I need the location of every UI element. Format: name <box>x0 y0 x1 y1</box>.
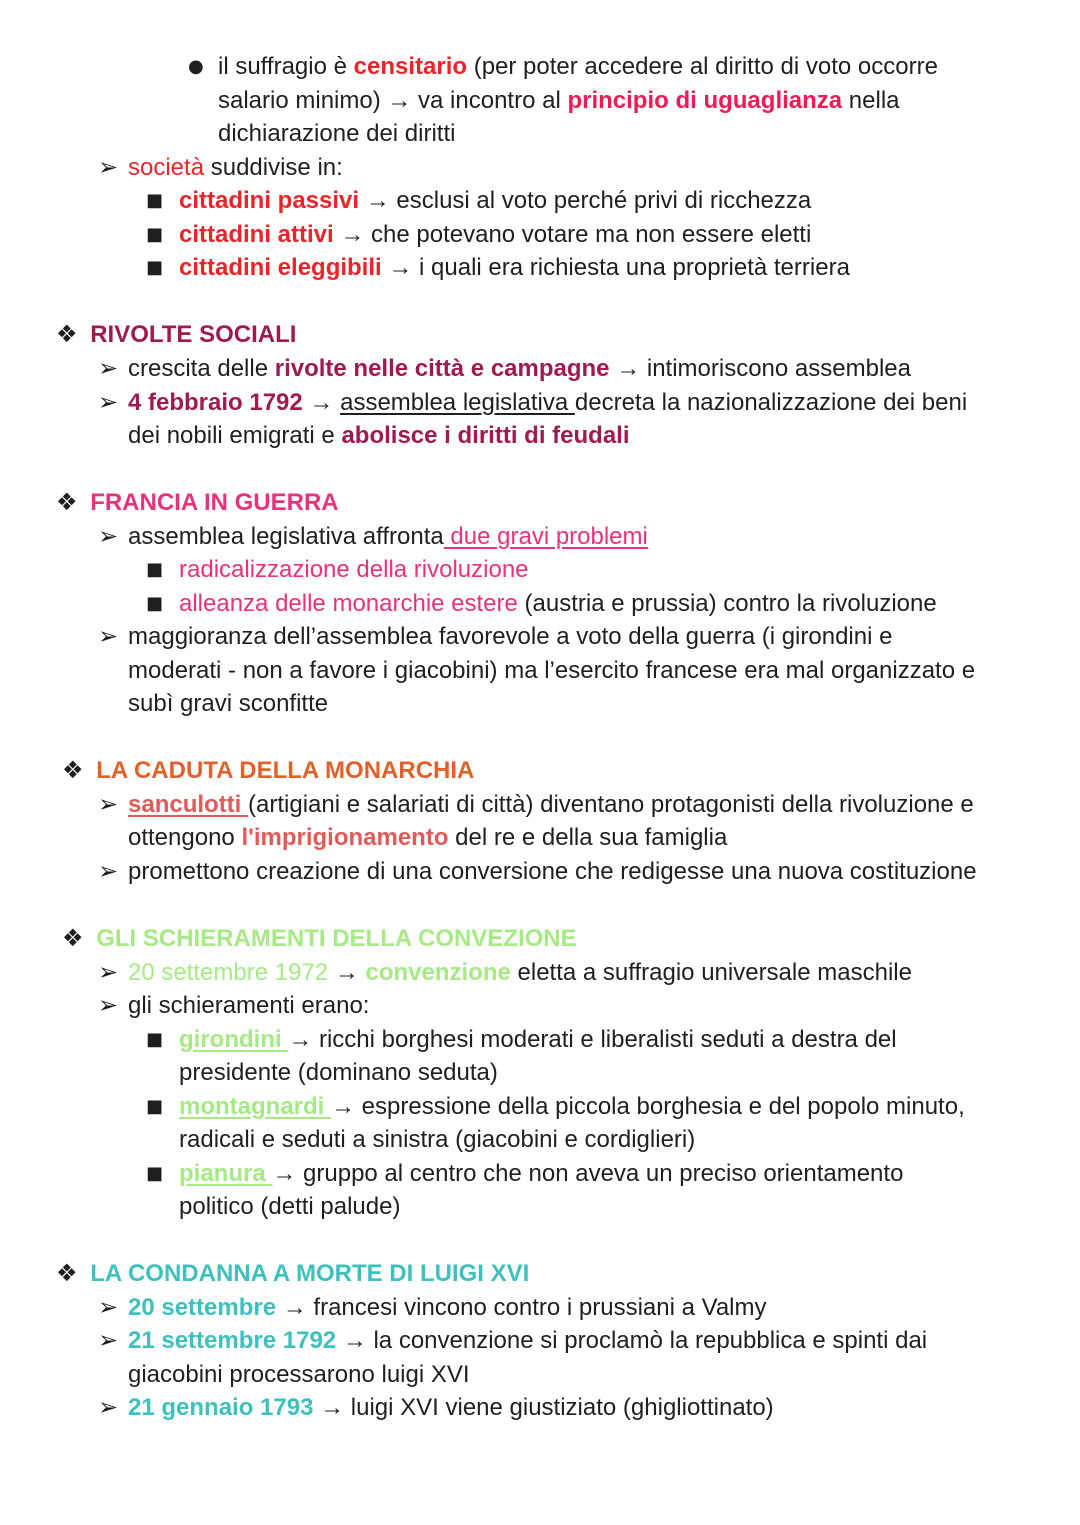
diamond-bullet-icon: ❖ <box>56 1259 78 1287</box>
square-bullet-icon: ■ <box>146 190 164 211</box>
diamond-bullet-icon: ❖ <box>56 320 78 348</box>
text-line: giacobini processarono luigi XVI <box>128 1361 470 1388</box>
arrow-bullet-icon: ➢ <box>98 354 119 382</box>
square-bullet-icon: ■ <box>146 559 164 580</box>
arrow-bullet-icon: ➢ <box>98 790 119 818</box>
text-line: dichiarazione dei diritti <box>218 120 456 147</box>
arrow-bullet-icon: ➢ <box>98 388 119 416</box>
square-bullet-icon: ■ <box>146 257 164 278</box>
arrow-bullet-icon: ➢ <box>98 857 119 885</box>
diamond-bullet-icon: ❖ <box>56 488 78 516</box>
section-heading-rivolte: ❖ RIVOLTE SOCIALI <box>56 320 297 348</box>
diamond-bullet-icon: ❖ <box>62 924 84 952</box>
arrow-bullet-icon: ➢ <box>98 1326 119 1354</box>
text-line: salario minimo) → va incontro al principio di uguaglianza nella <box>218 87 900 114</box>
text-line: subì gravi sconfitte <box>128 690 329 717</box>
square-bullet-icon: ■ <box>146 1029 164 1050</box>
arrow-bullet-icon: ➢ <box>98 1293 119 1321</box>
square-bullet-icon: ■ <box>146 224 164 245</box>
notes-page: ● il suffragio è censitario (per poter accedere al diritto di voto occorre salario minimo) → va incontro al principio di uguaglianza nella dichiarazione dei diritti ➢ società suddivise in: ■ cittadini passivi → esclusi al voto perché privi di ricchezza ■ cittadini attivi → che potevano votare ma non essere eletti ■ cittadini eleggibili → i quali era richiesta una proprietà terriera ❖ RIVOLTE SOCIALI ➢ crescita delle rivolte nelle città e campagne → intimoriscono assemblea ➢ 4 febbraio 1792 → assemblea legislativa decreta la nazionalizzazione dei beni dei nobili emigrati e abolisce i diritti di feudali ❖ FRANCIA IN GUERRA ➢ assemblea legislativa affronta due gravi problemi ■ radicalizzazione della rivoluzione ■ alleanza delle monarchie estere (austria e prussia) contro la rivoluzione ➢ maggioranza dell’assemblea favorevole a voto della guerra (i girondini e moderati - non a favore i giacobini) ma l’esercito francese era mal organizzato e subì gravi sconfitte ❖ LA CADUTA DELLA MONARCHIA ➢ sanculotti (artigiani e salariati di città) diventano protagonisti della rivoluzione e ottengono l'imprigionamento del re e della sua famiglia ➢ promettono creazione di una conversione che redigesse una nuova costituzione ❖ GLI SCHIERAMENTI DELLA CONVEZIONE ➢ 20 settembre 1972 → convenzione eletta a suffragio universale maschile ➢ gli schieramenti erano: ■ girondini → ricchi borghesi moderati e liberalisti seduti a destra del presidente (dominano seduta) ■ montagnardi → espressione della piccola borghesia e del popolo minuto, radicali e seduti a sinistra (giacobini e cordiglieri) ■ pianura → gruppo al centro che non aveva un preciso orientamento politico (detti palude) ❖ LA CONDANNA A MORTE DI LUIGI XVI ➢ 20 settembre → francesi vincono contro i prussiani a Valmy ➢ 21 settembre 1792 → la convenzione si proclamò la repubblica e spinti dai giacobini processarono luigi XVI ➢ 21 gennaio 1793 → luigi XVI viene giustiziato (ghigliottinato) <box>0 0 1080 1525</box>
diamond-bullet-icon: ❖ <box>62 756 84 784</box>
text-line: dei nobili emigrati e abolisce i diritti di feudali <box>128 422 630 449</box>
section-heading-condanna: ❖ LA CONDANNA A MORTE DI LUIGI XVI <box>56 1259 530 1287</box>
section-heading-caduta: ❖ LA CADUTA DELLA MONARCHIA <box>62 756 475 784</box>
section-heading-schieramenti: ❖ GLI SCHIERAMENTI DELLA CONVEZIONE <box>62 924 577 952</box>
square-bullet-icon: ■ <box>146 593 164 614</box>
text-line: radicali e seduti a sinistra (giacobini e cordiglieri) <box>179 1126 696 1153</box>
section-heading-francia: ❖ FRANCIA IN GUERRA <box>56 488 339 516</box>
text-line: ottengono l'imprigionamento del re e della sua famiglia <box>128 824 728 851</box>
arrow-bullet-icon: ➢ <box>98 991 119 1019</box>
square-bullet-icon: ■ <box>146 1163 164 1184</box>
arrow-bullet-icon: ➢ <box>98 153 119 181</box>
square-bullet-icon: ■ <box>146 1096 164 1117</box>
dot-bullet-icon: ● <box>188 56 204 77</box>
text-line: presidente (dominano seduta) <box>179 1059 498 1086</box>
arrow-bullet-icon: ➢ <box>98 958 119 986</box>
arrow-bullet-icon: ➢ <box>98 622 119 650</box>
text-line: moderati - non a favore i giacobini) ma l’esercito francese era mal organizzato e <box>128 657 976 684</box>
text-line: politico (detti palude) <box>179 1193 401 1220</box>
arrow-bullet-icon: ➢ <box>98 1393 119 1421</box>
arrow-bullet-icon: ➢ <box>98 522 119 550</box>
